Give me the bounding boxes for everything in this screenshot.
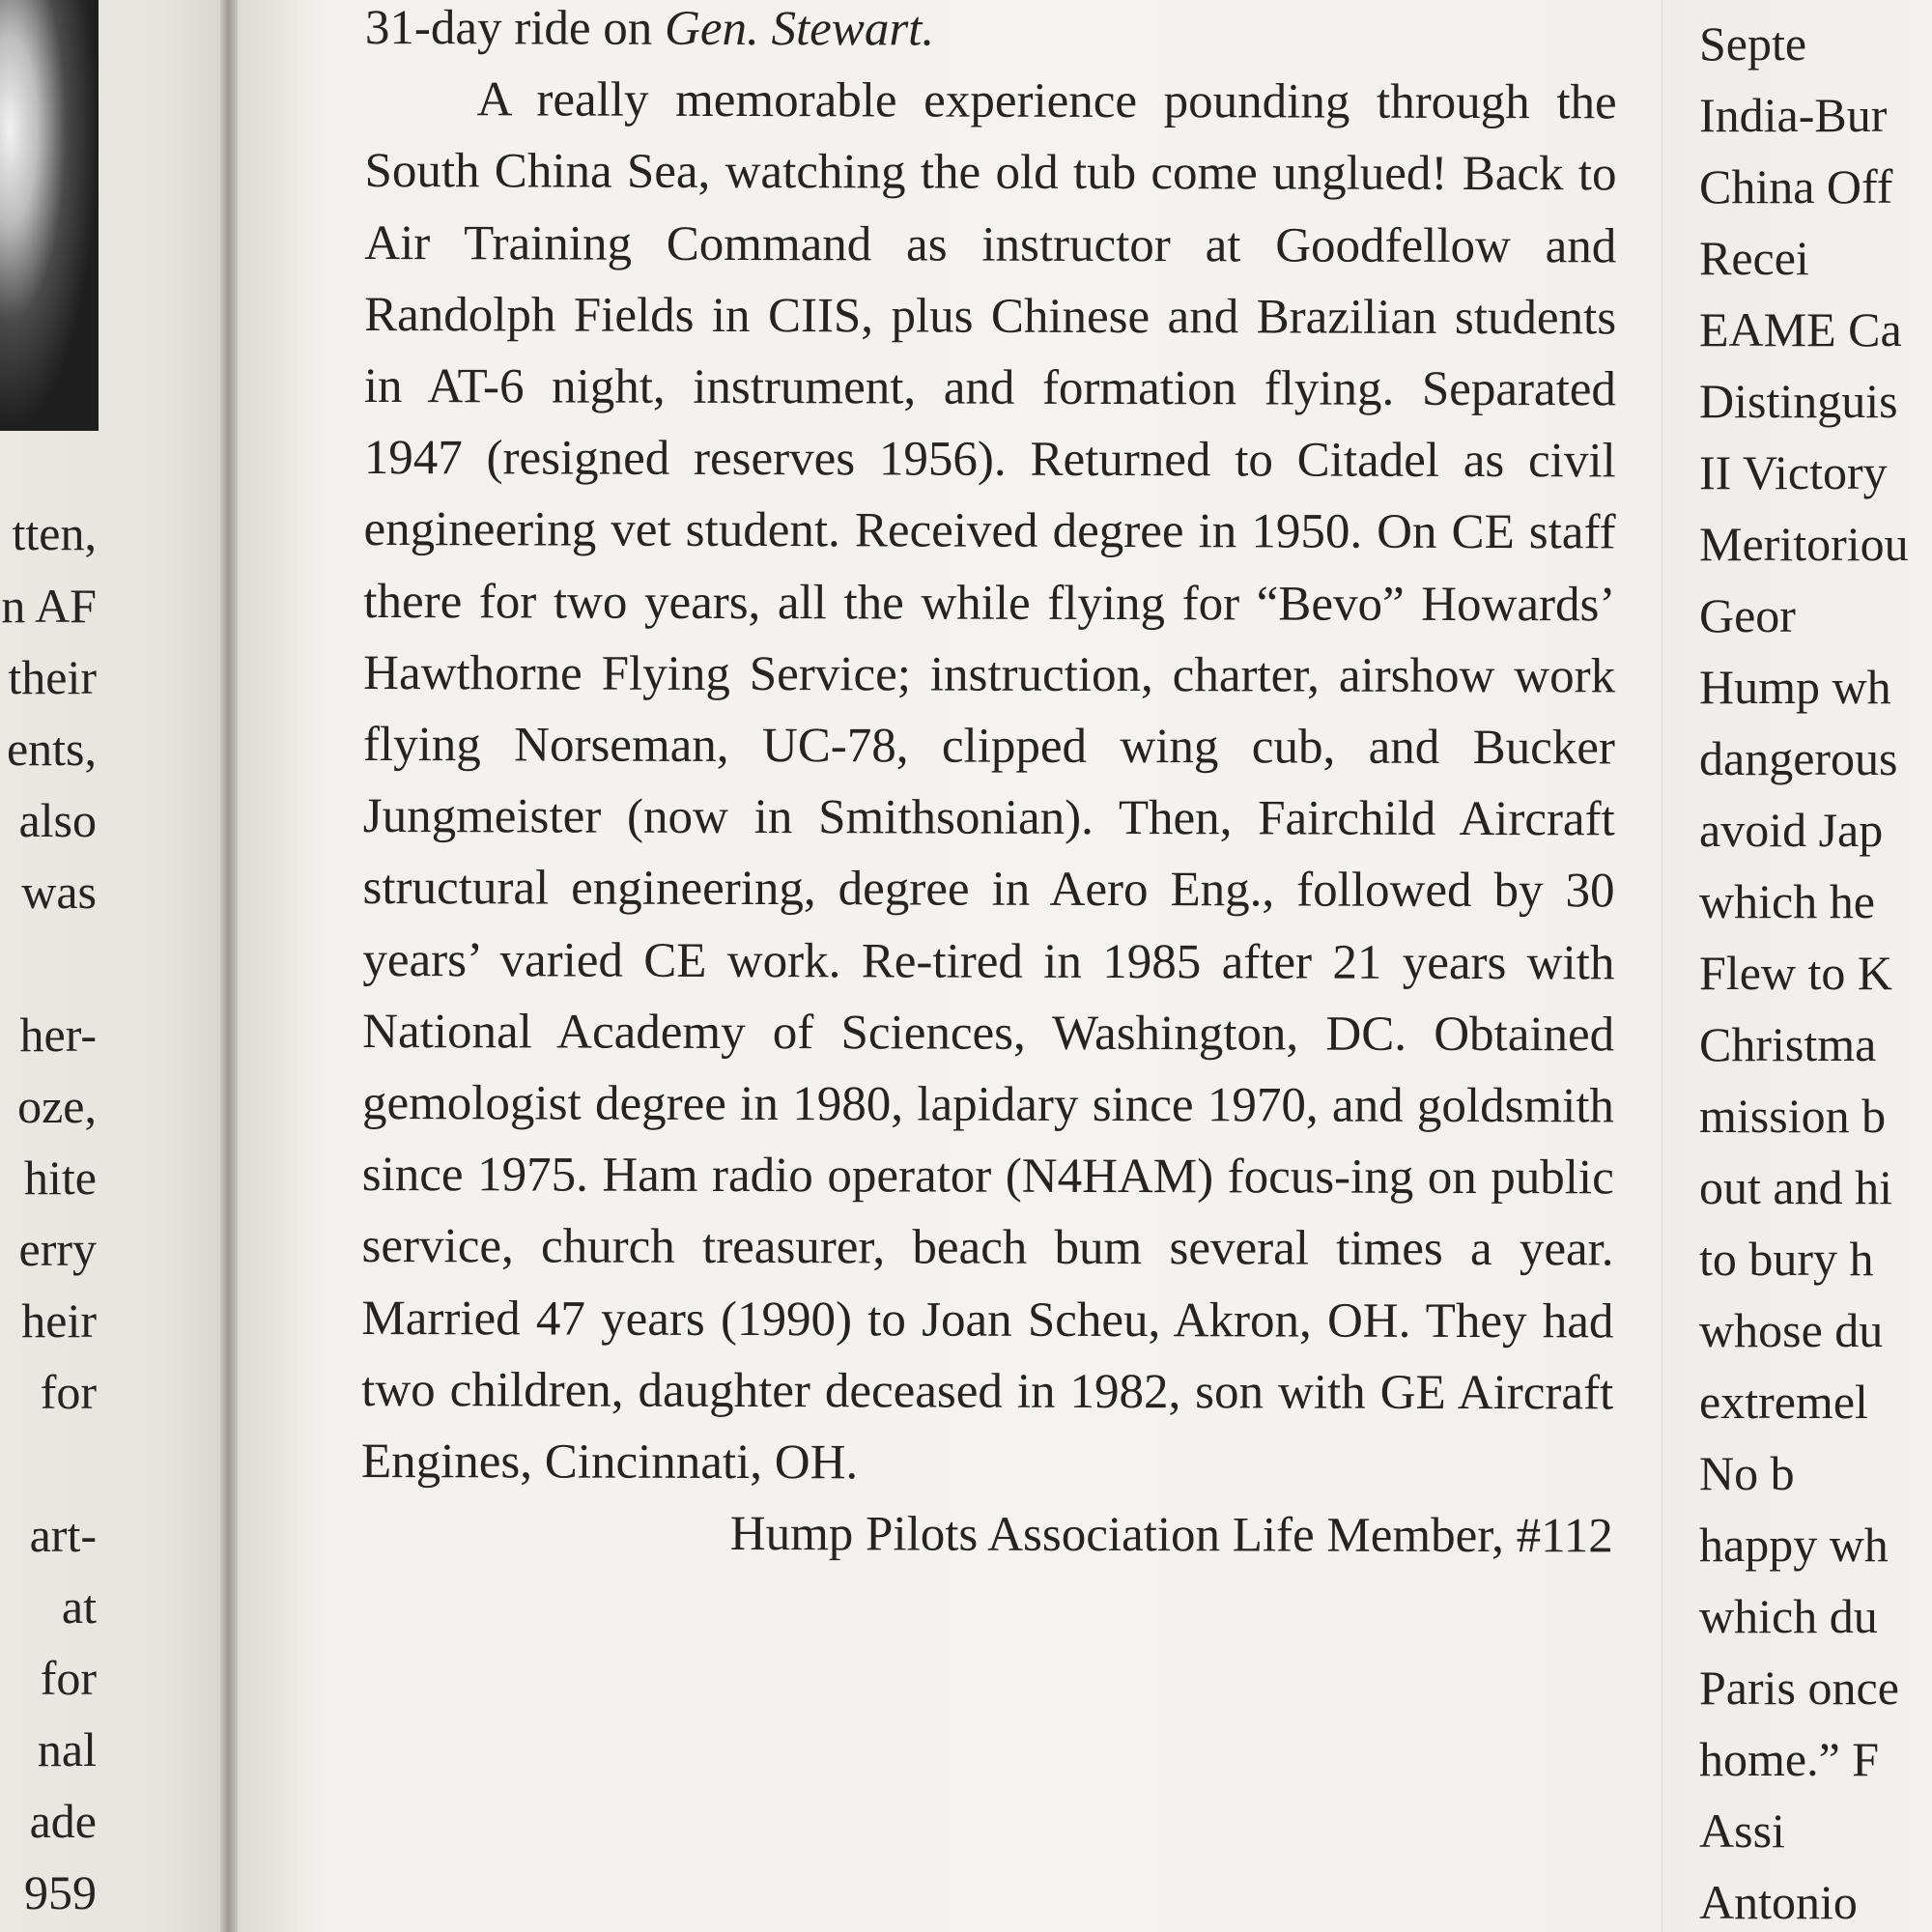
left-column-line: nal — [37, 1722, 97, 1776]
left-column-line: also — [18, 793, 97, 847]
main-column-text — [361, 0, 1617, 1573]
biography-paragraph: A really memorable experience pounding through the South China Sea, watching the old tub come unglued! Back to Air Training Command as instructor at Goodfellow and Randolph Fields in CIIS, plus Chinese and Brazilian students in AT-6 night, instrument, and formation flying. Separated 1947 (resigned reserves 1956). Returned to Citadel as civil engineering vet student. Received degree in 1950. On CE staff there for two years, all the while flying for “Bevo” Howards’ Hawthorne Flying Service; instruction, charter, airshow work flying Norseman, UC-78, clipped wing cub, and Bucker Jungmeister (now in Smithsonian). Then, Fairchild Aircraft structural engineering, degree in Aero Eng., followed by 30 years’ varied CE work. Re-tired in 1985 after 21 years with National Academy of Sciences, Washington, DC. Obtained gemologist degree in 1980, lapidary since 1970, and goldsmith since 1975. Ham radio operator (N4HAM) focus-ing on public service, church treasurer, beach bum several times a year. Married 47 years (1990) to Joan Scheu, Akron, OH. They had two children, daughter deceased in 1982, son with GE Aircraft Engines, Cincinnati, OH. — [360, 72, 1617, 1491]
right-page-fragment — [1662, 0, 1932, 1932]
right-column-line: No b — [1699, 1446, 1795, 1500]
right-column-line: whose du — [1699, 1303, 1884, 1357]
left-column-line: tten, — [12, 506, 97, 560]
right-column-line: Septe — [1699, 16, 1807, 71]
left-column-line: n AF — [1, 579, 97, 633]
left-column-line: for — [40, 1365, 97, 1419]
left-column-line: ents, — [6, 722, 97, 776]
right-column-line: II Victory — [1699, 445, 1888, 499]
right-column-line: Antonio — [1699, 1875, 1858, 1929]
right-column-line: Hump wh — [1699, 660, 1891, 714]
left-column-line: at — [61, 1579, 97, 1634]
right-column-line: out and hi — [1699, 1160, 1892, 1214]
left-page-fragment — [0, 0, 232, 1932]
left-column-line: 959 — [24, 1865, 97, 1919]
portrait-photo-fragment — [0, 0, 99, 431]
right-column-line: EAME Ca — [1699, 302, 1902, 356]
right-column-line: Paris once — [1699, 1661, 1899, 1715]
left-column-line: hite — [24, 1151, 97, 1205]
left-column-line: their — [8, 650, 97, 704]
left-column-line: for — [40, 1651, 97, 1705]
right-column-line: mission b — [1699, 1089, 1887, 1143]
right-column-line: home.” F — [1699, 1732, 1880, 1786]
right-column-line: India-Bur — [1699, 88, 1888, 142]
opening-line — [365, 0, 1617, 68]
right-column-line: Geor — [1699, 588, 1796, 642]
right-column-line: to bury h — [1699, 1232, 1874, 1286]
right-column-line: dangerous — [1699, 731, 1898, 785]
right-column-line: Christma — [1699, 1017, 1877, 1071]
left-column-line: ade — [29, 1794, 97, 1848]
left-column-line: oze, — [17, 1079, 97, 1133]
right-column-line: which he — [1699, 874, 1875, 928]
left-column-line: heir — [21, 1293, 97, 1348]
membership-signature: Hump Pilots Association Life Member, #112 — [729, 1507, 1613, 1564]
main-page — [238, 0, 1662, 1932]
right-column-line: which du — [1699, 1589, 1878, 1643]
right-column-line: Flew to K — [1699, 946, 1892, 1000]
ship-name: Gen. Stewart. — [665, 1, 935, 57]
right-column-line: happy wh — [1699, 1518, 1889, 1572]
right-column-line: China Off — [1699, 159, 1893, 213]
right-column-line: Distinguis — [1699, 374, 1898, 428]
right-column-line: avoid Jap — [1699, 803, 1884, 857]
left-column-line: was — [21, 865, 97, 919]
right-column-line: Assi — [1699, 1804, 1785, 1858]
left-column-line: her- — [19, 1008, 97, 1062]
book-gutter — [220, 0, 238, 1932]
right-column-line: extremel — [1699, 1375, 1868, 1429]
left-column-line: art- — [29, 1508, 97, 1562]
right-column-line: Recei — [1699, 231, 1809, 285]
right-column-line: Meritoriou — [1699, 517, 1909, 571]
opening-line-text: 31-day ride on — [364, 0, 666, 56]
left-column-line: erry — [18, 1222, 97, 1276]
